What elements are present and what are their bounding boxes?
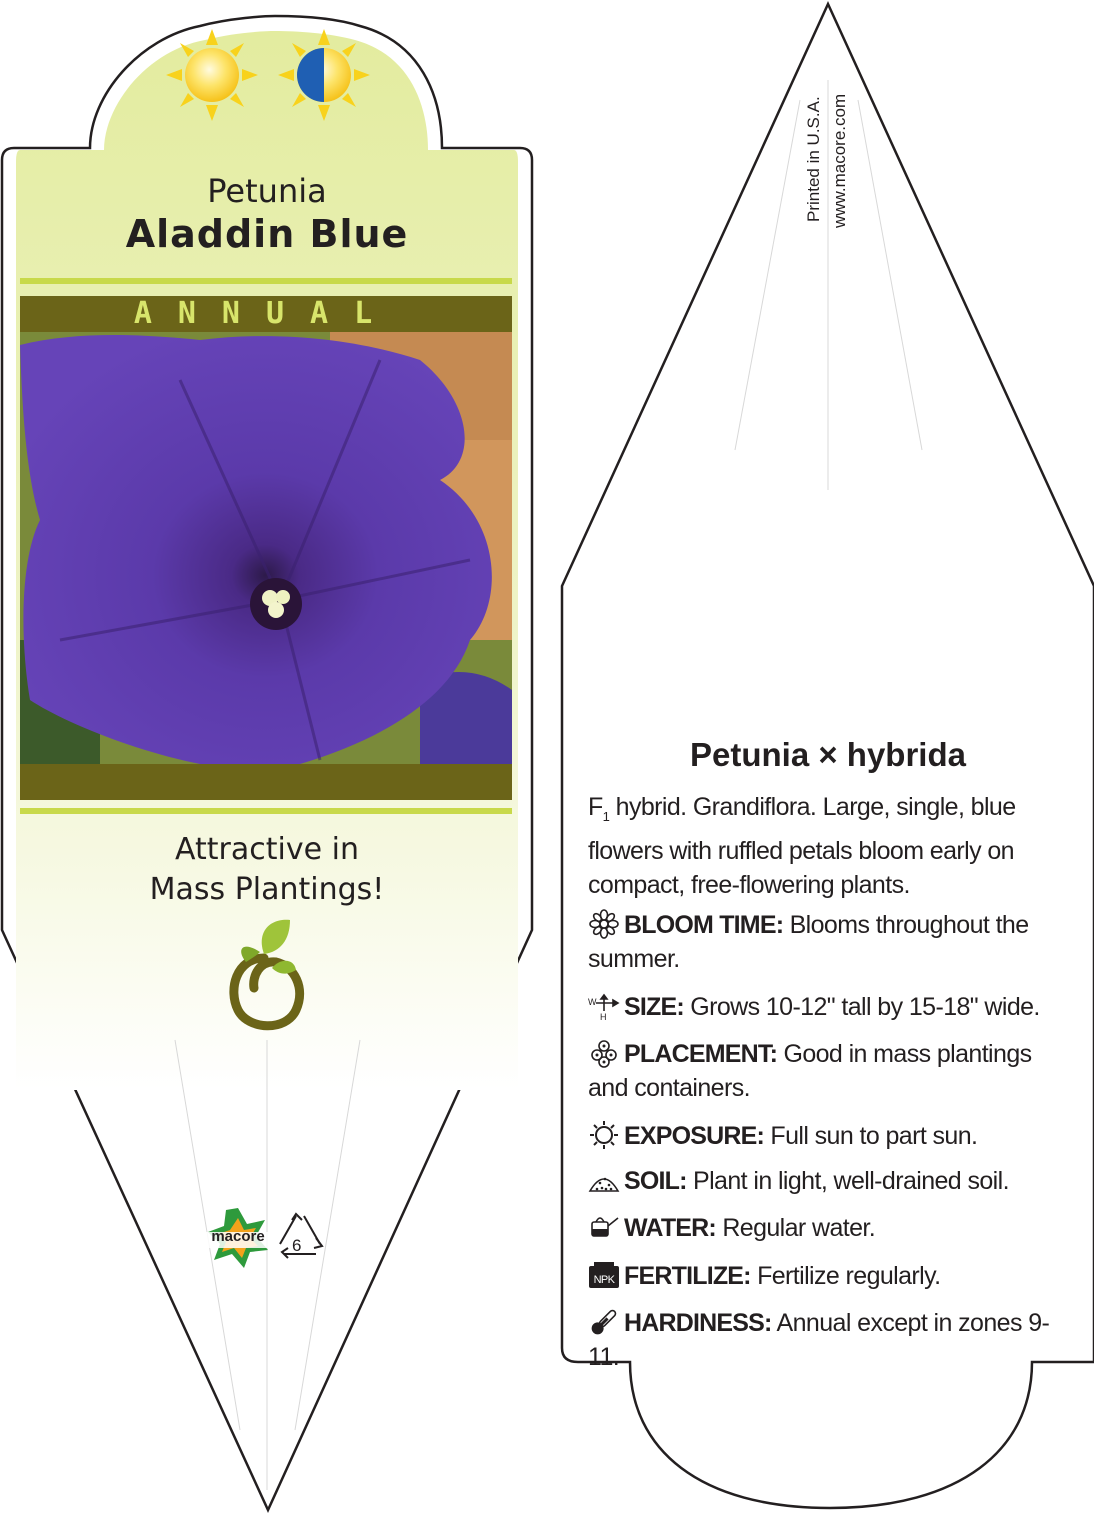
detail-fertilize — [588, 1259, 1058, 1293]
size-icon-w: W — [588, 997, 596, 1007]
brand-name: macore — [211, 1228, 265, 1245]
detail-text: Plant in light, well-drained soil. — [693, 1167, 1009, 1195]
size-icon — [588, 991, 620, 1021]
common-name: Petunia — [207, 172, 327, 210]
tagline-line-2: Mass Plantings! — [149, 872, 385, 907]
botanical-name: Petunia × hybrida — [690, 736, 966, 773]
bottom-band — [20, 764, 512, 800]
detail-label: PLACEMENT: — [624, 1040, 778, 1068]
plant-description — [588, 790, 1058, 902]
detail-label: SIZE: — [624, 993, 684, 1021]
detail-text: Good in mass plantings and containers. — [588, 1040, 1032, 1102]
sun-outline-icon — [588, 1120, 620, 1150]
detail-text: Fertilize regularly. — [757, 1262, 941, 1290]
printed-in: Printed in U.S.A. — [804, 96, 823, 222]
detail-label: BLOOM TIME: — [624, 911, 784, 939]
detail-exposure — [588, 1119, 1058, 1153]
recycle-number: 6 — [292, 1236, 302, 1255]
watering-can-icon — [588, 1212, 620, 1242]
detail-text: Blooms throughout the summer. — [588, 911, 1029, 973]
detail-label: FERTILIZE: — [624, 1262, 751, 1290]
detail-bloom-time — [588, 908, 1058, 976]
detail-hardiness — [588, 1306, 1058, 1374]
flower-icon — [588, 909, 620, 939]
website: www.macore.com — [830, 93, 849, 228]
detail-size — [588, 990, 1058, 1024]
tagline-line-1: Attractive in — [175, 832, 359, 867]
npk-icon — [588, 1260, 620, 1290]
detail-water — [588, 1211, 1058, 1245]
detail-text: Full sun to part sun. — [770, 1122, 978, 1150]
variety-name: Aladdin Blue — [125, 212, 409, 256]
npk-icon-text: NPK — [593, 1274, 615, 1286]
placement-icon — [588, 1038, 620, 1068]
detail-placement — [588, 1037, 1058, 1105]
tagline — [60, 830, 474, 910]
detail-soil — [588, 1164, 1058, 1198]
description-prefix: F — [588, 793, 603, 821]
detail-label: SOIL: — [624, 1167, 687, 1195]
thermometer-icon — [588, 1307, 620, 1337]
size-icon-h: H — [600, 1012, 606, 1021]
detail-text: Annual except in zones 9-11. — [588, 1309, 1050, 1371]
petunia-photo — [20, 332, 512, 764]
detail-label: WATER: — [624, 1214, 716, 1242]
detail-label: HARDINESS: — [624, 1309, 772, 1337]
detail-text: Regular water. — [722, 1214, 876, 1242]
description-subscript: 1 — [602, 809, 610, 824]
soil-icon — [588, 1165, 620, 1195]
description-text: hybrid. Grandiflora. Large, single, blue flowers with ruffled petals bloom early on compact, free-flowering plants. — [588, 793, 1016, 899]
category-label: ANNUAL — [133, 296, 399, 331]
detail-label: EXPOSURE: — [624, 1122, 765, 1150]
detail-text: Grows 10-12" tall by 15-18" wide. — [690, 993, 1040, 1021]
